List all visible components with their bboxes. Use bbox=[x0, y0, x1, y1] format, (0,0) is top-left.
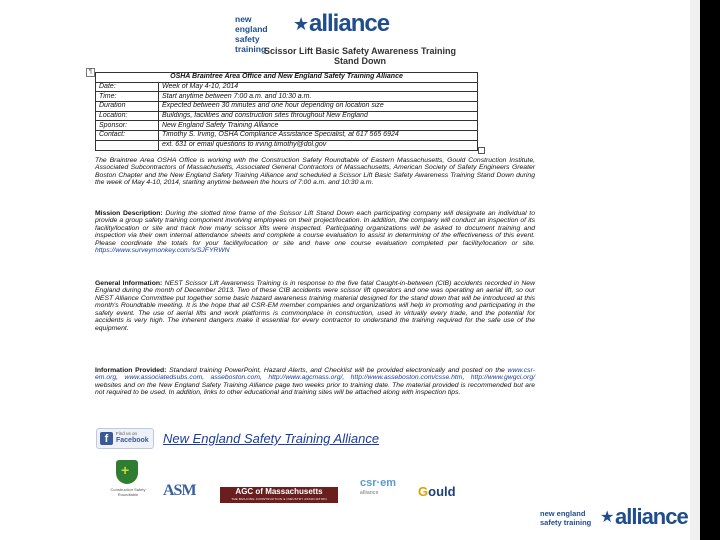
facebook-badge-line1: Find us on bbox=[116, 431, 138, 436]
agc-logo-text: AGC of Massachusetts bbox=[235, 487, 323, 496]
intro-paragraph: The Braintree Area OSHA Office is working with the Construction Safety Roundtable of Eastern Massachusetts, Gould Construction Institute, Associated Subcontractors of Massachusetts, Associated General Contractors of Massachusetts, American Society of Safety Engineers Greater Boston Chapter and the New England Safety Training Alliance and scheduled a Scissor Lift Basic Safety Awareness Training Stand Down during the week of May 4-10, 2014, starting anytime between the hours of 7:00 a.m. and 10:30 a.m. bbox=[95, 157, 535, 187]
mission-label: Mission Description: bbox=[95, 210, 163, 217]
csr-em-link[interactable]: www.csr-em.org bbox=[95, 367, 535, 382]
info-provided-text: Standard training PowerPoint, Hazard Alerts, and Checklist will be provided electronically and posted on the bbox=[166, 367, 508, 374]
agc-logo bbox=[220, 487, 338, 503]
link-separator: , bbox=[260, 374, 269, 382]
agcmass-link[interactable]: http://www.agcmass.org/ bbox=[268, 374, 343, 382]
info-value: Timothy S. Irving, OSHA Compliance Assistance Specialist, at 617 565 6924 bbox=[159, 131, 478, 141]
mission-paragraph bbox=[95, 210, 535, 255]
info-value: New England Safety Training Alliance bbox=[159, 121, 478, 131]
footer-logo-line2: safety training bbox=[540, 518, 592, 527]
agc-logo-subtext: THE BUILDING CONSTRUCTION & INDUSTRY ASSOCIATION bbox=[231, 497, 327, 501]
general-info-text: NEST Scissor Lift Awareness Training is in response to the five fatal Caught-in-between (CIB) accidents recorded in New England during the month of December 2013. Two of these CIB accidents were scissor lift operators and one was operating an aerial lift, so our NEST Alliance Committee put together some basic hazard awareness training material designed for the stand down that will be introduced at this month's Roundtable meeting. It is the hope that all CSR-EM member companies and organizations will help in promoting and participating in the safety event. The use of aerial lifts and work platforms is commonplace in construction, used in virtually every trade, and the potential for accidents is very high. The inherent dangers make it essential for every contractor to understand the training required for the safe use of the equipment. bbox=[95, 280, 535, 332]
table-row bbox=[96, 92, 478, 102]
facebook-icon: f bbox=[100, 432, 113, 445]
associatedsubs-link[interactable]: www.associatedsubs.com bbox=[124, 374, 203, 382]
info-key: Location: bbox=[96, 111, 159, 121]
asseboston-link[interactable]: asseboston.com bbox=[210, 374, 261, 382]
facebook-badge[interactable] bbox=[96, 428, 154, 449]
asseboston-csse-link[interactable]: http://www.asseboston.com/csse.htm bbox=[350, 374, 463, 382]
table-row bbox=[96, 82, 478, 92]
footer-logo-line1: new england bbox=[540, 509, 586, 518]
right-edge-gutter bbox=[690, 0, 700, 540]
info-value: Start anytime between 7:00 a.m. and 10:30 a.m. bbox=[159, 92, 478, 102]
right-black-bar bbox=[700, 0, 720, 540]
csr-em-logo bbox=[360, 478, 396, 498]
link-separator: , bbox=[116, 374, 125, 382]
general-info-label: General Information: bbox=[95, 280, 163, 287]
table-resize-handle[interactable] bbox=[478, 147, 485, 154]
survey-link[interactable]: https://www.surveymonkey.com/s/SJFYRWN bbox=[95, 247, 230, 255]
general-info-paragraph bbox=[95, 280, 535, 332]
table-row bbox=[96, 131, 478, 141]
facebook-badge-line2: Facebook bbox=[116, 437, 149, 444]
link-separator: , bbox=[462, 374, 471, 382]
gwgci-link[interactable]: http://www.gwgci.org/ bbox=[470, 374, 535, 382]
info-key: Time: bbox=[96, 92, 159, 102]
link-separator: , bbox=[342, 374, 351, 382]
gould-logo-g: G bbox=[418, 484, 429, 499]
star-icon: ★ bbox=[293, 14, 310, 34]
csr-shield-logo bbox=[110, 460, 146, 506]
info-provided-text-end: websites and on the New England Safety Training Alliance page two weeks prior to training date. The material provided is recommended but are not required to be used. In addition, links to other educational and training sites will be attached along with inspection tips. bbox=[95, 381, 535, 397]
info-key bbox=[96, 140, 159, 150]
info-key: Contact: bbox=[96, 131, 159, 141]
document-subtitle: Stand Down bbox=[334, 56, 386, 66]
gould-logo-text: ould bbox=[428, 484, 456, 499]
table-row bbox=[96, 111, 478, 121]
footer-logo-text bbox=[540, 509, 591, 527]
info-key: Sponsor: bbox=[96, 121, 159, 131]
link-separator: , bbox=[202, 374, 211, 382]
asm-logo: ASM bbox=[163, 482, 196, 499]
csr-em-logo-text: csr·em bbox=[360, 477, 397, 489]
gould-logo bbox=[418, 484, 456, 499]
nesta-link[interactable]: New England Safety Training Alliance bbox=[163, 431, 380, 446]
info-provided-label: Information Provided: bbox=[95, 367, 167, 374]
event-info-heading: OSHA Braintree Area Office and New England Safety Training Alliance bbox=[96, 73, 478, 83]
information-provided-paragraph bbox=[95, 367, 535, 397]
table-row bbox=[96, 102, 478, 112]
mission-text: During the slotted time frame of the Scissor Lift Stand Down each participating company will designate an individual to provide a group safety training component involving employees on their project/location. In addition, the company will conduct an inspection of its facility/location or site and track how many scissor lifts were inspected. Participating organizations will be asked to document training and inspection via their own internal attendance sheets and complete a course evaluation to assist in determining of the effectiveness of this event. Please coordinate the totals for your facility/location or site and have one course evaluation completed per facility/location or site. bbox=[95, 210, 535, 247]
event-info-table bbox=[95, 72, 478, 151]
info-value: Expected between 30 minutes and one hour depending on location size bbox=[159, 102, 478, 112]
csr-em-logo-subtext: alliance bbox=[360, 490, 379, 496]
info-value: Week of May 4-10, 2014 bbox=[159, 82, 478, 92]
csr-shield-caption: Construction Safety Roundtable bbox=[110, 487, 146, 497]
shield-icon: + bbox=[116, 460, 138, 484]
table-row bbox=[96, 140, 478, 150]
info-key: Date: bbox=[96, 82, 159, 92]
table-row bbox=[96, 121, 478, 131]
pilcrow-icon: ¶ bbox=[86, 68, 95, 77]
header-logo-brand: alliance bbox=[309, 10, 390, 37]
header-logo-line2: safety training bbox=[235, 34, 267, 54]
info-value: Buildings, facilities and construction sites throughout New England bbox=[159, 111, 478, 121]
info-key: Duration bbox=[96, 102, 159, 112]
star-icon: ★ bbox=[600, 509, 615, 526]
table-row bbox=[96, 73, 478, 83]
info-value: ext. 631 or email questions to irving.timothy@dol.gov bbox=[159, 140, 478, 150]
footer-logo-brand: alliance bbox=[615, 504, 688, 529]
header-logo-line1: new england bbox=[235, 14, 268, 34]
document-title: Scissor Lift Basic Safety Awareness Training bbox=[263, 46, 457, 56]
